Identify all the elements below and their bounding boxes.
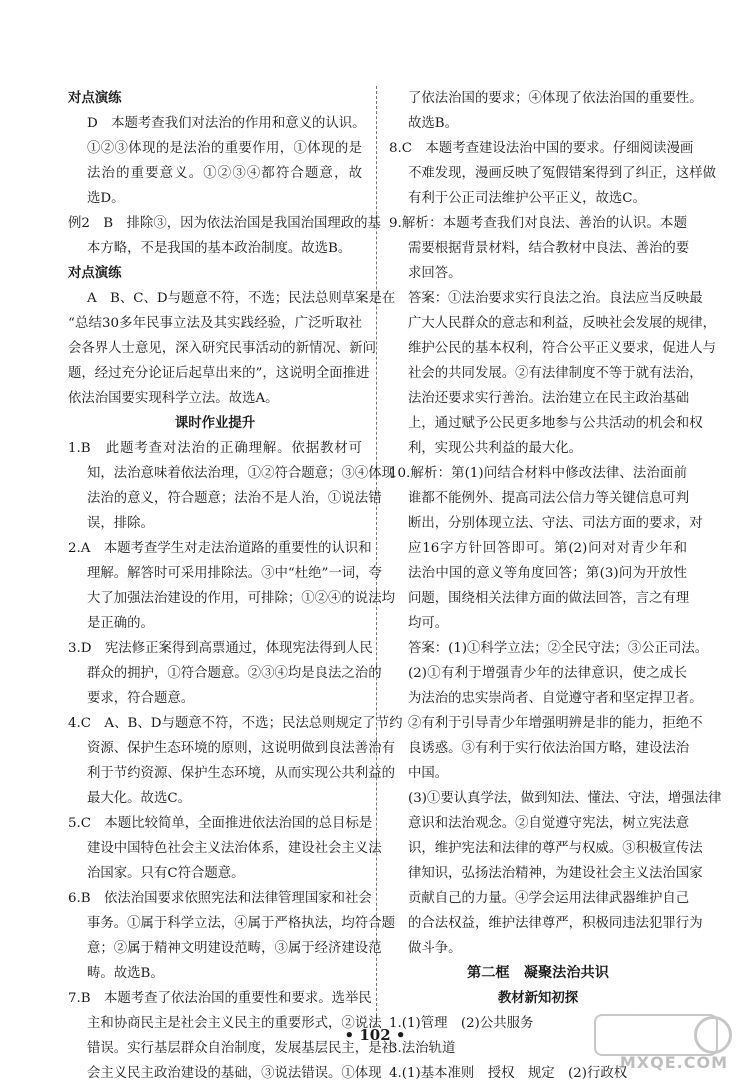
text-line: 均可。: [408, 616, 449, 631]
text-line: 资源、保护生态环境的原则，这说明做到良法善治有: [87, 741, 395, 756]
text-line: 建设中国特色社会主义法治体系，建设社会主义法: [87, 841, 382, 856]
text-line: 法治中国的意义等角度回答；第(3)问为开放性: [408, 566, 687, 581]
text-line: ①②③体现的是法治的重要作用，①体现的是: [87, 141, 362, 156]
text-line: 错误。实行基层群众自治制度，发展基层民主，是社: [87, 1041, 395, 1056]
text-line: 了依法治国的要求；④体现了依法治国的重要性。: [408, 91, 703, 106]
text-line: 3.法治轨道: [389, 1041, 456, 1056]
text-line: “总结30多年民事立法及其实践经验，广泛听取社: [68, 316, 362, 331]
text-line: 意；②属于精神文明建设范畴，③属于经济建设范: [87, 941, 382, 956]
text-line: 利于节约资源、保护生态环境，从而实现公共利益的: [87, 766, 395, 781]
text-line: 6.B 依法治国要求依照宪法和法律管理国家和社会: [68, 891, 372, 906]
watermark-url: MXQE.COM: [619, 1053, 728, 1072]
text-line: 知，法治意味着依法治理，①②符合题意；③④体现: [87, 466, 395, 481]
text-line: 需要根据背景材料，结合教材中良法、善治的要: [408, 241, 690, 256]
page-number: • 102 •: [344, 1026, 406, 1044]
text-line: 10.解析：第(1)问结合材料中修改法律、法治面前: [389, 466, 687, 481]
text-line: D 本题考查我们对法治的作用和意义的认识。: [87, 116, 366, 131]
text-line: 上，通过赋予公民更多地参与公共活动的机会和权: [408, 416, 703, 431]
text-line: 做斗争。: [408, 941, 462, 956]
text-line: 法治的重要意义。①②③④都符合题意，故: [87, 166, 362, 181]
text-line: 治国家。只有C符合题意。: [87, 866, 245, 881]
text-line: 问题，围绕相关法律方面的做法回答，言之有理: [408, 591, 690, 606]
text-line: 7.B 本题考查了依法治国的重要性和要求。选举民: [68, 991, 372, 1006]
text-line: 选D。: [87, 191, 125, 206]
text-line: 3.D 宪法修正案得到高票通过，体现宪法得到人民: [68, 641, 373, 656]
text-line: 维护公民的基本权利，符合公平正义要求，促进人与: [408, 341, 716, 356]
section-title: 第二框 凝聚法治共识: [467, 965, 609, 981]
text-line: 4.(1)基本准则 授权 规定 (2)行政权: [389, 1066, 628, 1081]
text-line: 2.A 本题考查学生对走法治道路的重要性的认识和: [68, 541, 372, 556]
text-line: 要求，符合题意。: [87, 691, 195, 706]
text-line: 畴。故选B。: [87, 966, 164, 981]
text-line: 例2 B 排除③，因为依法治国是我国治国理政的基: [68, 216, 381, 231]
text-line: 有利于公正司法维护公平正义，故选C。: [408, 191, 646, 206]
text-line: A B、C、D与题意不符，不选；民法总则草案是在: [87, 291, 396, 306]
text-line: 求回答。: [408, 266, 462, 281]
text-line: 法治还要求实行善治。法治建立在民主政治基础: [408, 391, 690, 406]
text-line: 会主义民主政治建设的基础，③说法错误。①体现: [87, 1066, 382, 1081]
answer-line: 答案：①法治要求实行良法之治。良法应当反映最: [408, 291, 703, 306]
text-line: 会各界人士意见，深入研究民事活动的新情况、新问: [68, 341, 376, 356]
text-line: ②有利于引导青少年增强明辨是非的能力，拒绝不: [408, 716, 703, 731]
text-line: 题，经过充分论证后起草出来的”，这说明全面推进: [68, 366, 370, 381]
text-line: 大了加强法治建设的作用，可排除；①②④的说法均: [87, 591, 395, 606]
watermark-logo: [586, 1012, 736, 1074]
text-line: 广大人民群众的意志和利益，反映社会发展的规律，: [408, 316, 716, 331]
text-line: 依法治国要实现科学立法。故选A。: [68, 391, 279, 406]
text-line: 最大化。故选C。: [87, 791, 191, 806]
text-line: 为法治的忠实崇尚者、自觉遵守者和坚定捍卫者。: [408, 691, 703, 706]
text-line: 不难发现，漫画反映了冤假错案得到了纠正，这样做: [408, 166, 716, 181]
text-line: 应16字方针回答即可。第(2)问对对青少年和: [408, 541, 687, 556]
text-line: (2)①有利于增强青少年的法律意识，使之成长: [408, 666, 687, 681]
text-line: 中国。: [408, 766, 449, 781]
text-line: 识，维护宪法和法律的尊严与权威。③积极宣传法: [408, 841, 703, 856]
text-line: 群众的拥护，①符合题意。②③④均是良法之治的: [87, 666, 382, 681]
text-line: 法治的意义，符合题意；法治不是人治，①说法错: [87, 491, 382, 506]
text-line: 断出，分别体现立法、守法、司法方面的要求，对: [408, 516, 703, 531]
text-line: 1.(1)管理 (2)公共服务: [389, 1016, 534, 1031]
section-heading: 对点演练: [68, 91, 122, 106]
text-line: 意识和法治观念。②自觉遵守宪法，树立宪法意: [408, 816, 690, 831]
text-line: 谁都不能例外、提高司法公信力等关键信息可判: [408, 491, 690, 506]
text-line: 利，实现公共利益的最大化。: [408, 441, 583, 456]
answer-line: 答案：(1)①科学立法；②全民守法；③公正司法。: [408, 641, 709, 656]
text-line: 故选B。: [408, 116, 459, 131]
right-column: [389, 86, 722, 1086]
text-line: 9.解析：本题考查我们对良法、善治的认识。本题: [389, 216, 687, 231]
section-heading: 对点演练: [68, 266, 122, 281]
section-title: 课时作业提升: [174, 416, 256, 431]
watermark-circle-icon: [694, 1016, 732, 1054]
text-line: 良诱惑。③有利于实行依法治国方略，建设法治: [408, 741, 690, 756]
text-line: 误，排除。: [87, 516, 154, 531]
text-line: 5.C 本题比较简单，全面推进依法治国的总目标是: [68, 816, 373, 831]
text-line: 理解。解答时可采用排除法。③中“杜绝”一词，夸: [87, 566, 382, 581]
text-line: 贡献自己的力量。④学会运用法律武器维护自己: [408, 891, 690, 906]
text-line: 的合法权益，维护法律尊严，积极同违法犯罪行为: [408, 916, 703, 931]
text-line: 社会的共同发展。②有法律制度不等于就有法治，: [408, 366, 703, 381]
text-line: 8.C 本题考查建设法治中国的要求。仔细阅读漫画: [389, 141, 694, 156]
text-line: 本方略，不是我国的基本政治制度。故选B。: [87, 241, 352, 256]
text-line: 事务。①属于科学立法，④属于严格执法，均符合题: [87, 916, 395, 931]
text-line: 是正确的。: [87, 616, 154, 631]
text-line: 4.C A、B、D与题意不符，不选；民法总则规定了节约: [68, 716, 403, 731]
text-line: (3)①要认真学法，做到知法、懂法、守法，增强法律: [408, 791, 722, 806]
text-line: 1.B 此题考查对法治的正确理解。依据教材可: [68, 441, 362, 456]
text-line: 主和协商民主是社会主义民主的重要形式，②说法: [87, 1016, 382, 1031]
subsection-title: 教材新知初探: [497, 991, 579, 1006]
text-line: 律知识，弘扬法治精神，为建设社会主义法治国家: [408, 866, 703, 881]
